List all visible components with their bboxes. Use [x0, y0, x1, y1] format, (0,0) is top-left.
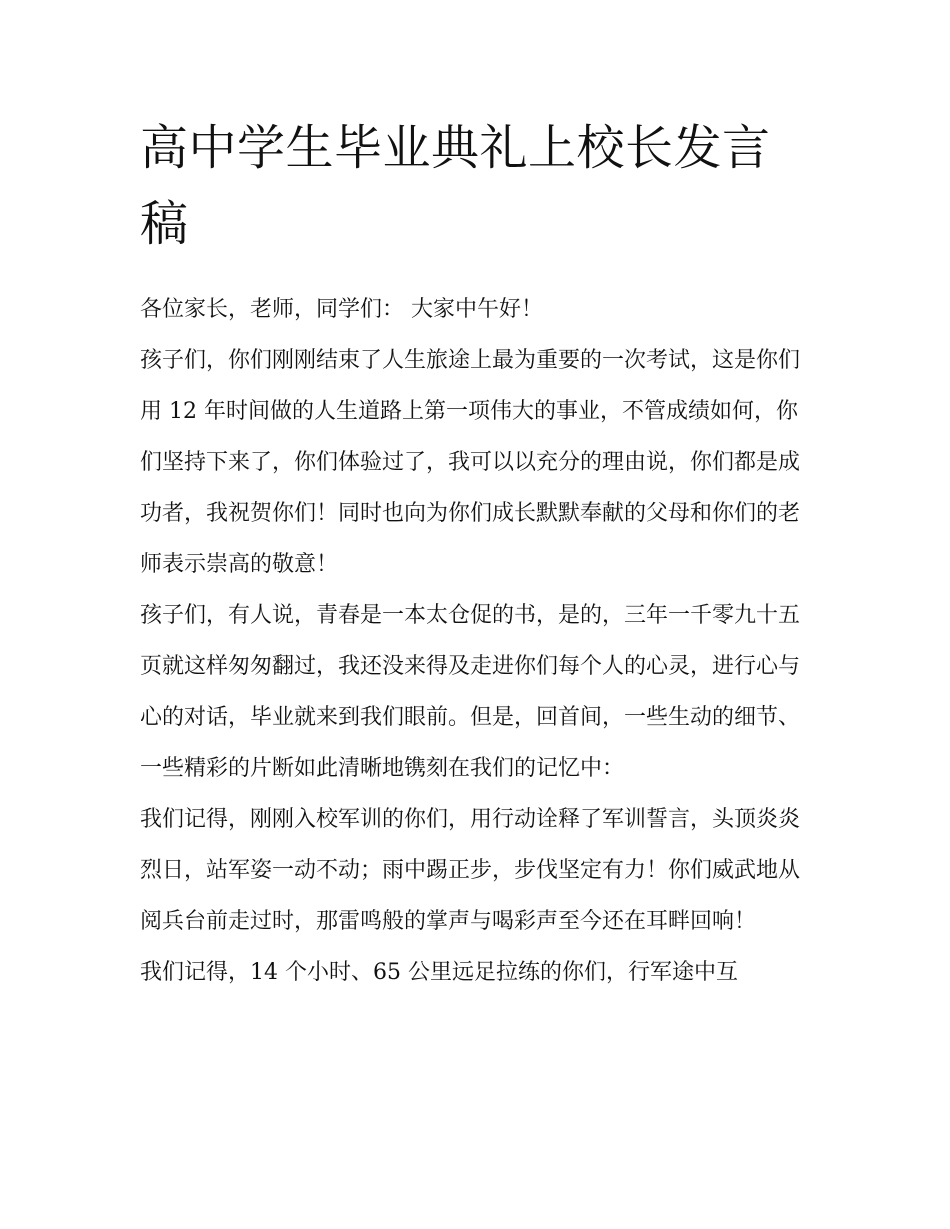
paragraph-greeting: 各位家长，老师，同学们： 大家中午好！	[140, 297, 543, 322]
paragraph-congratulations: 孩子们，你们刚刚结束了人生旅途上最为重要的一次考试，这是你们用 12 年时间做的人生道路上第一项伟大的事业，不管成绩如何，你们坚持下来了，你们体验过了，我可以以充分的理由说，你们都是成功者，我祝贺你们！同时也向为你们成长默默奉献的父母和你们的老师表示崇高的敬意！	[140, 348, 801, 577]
paragraph-hiking: 我们记得，14 个小时、65 公里远足拉练的你们，行军途中互	[140, 960, 738, 985]
paragraph-youth-memories: 孩子们，有人说，青春是一本太仓促的书，是的，三年一千零九十五页就这样匆匆翻过，我还没来得及走进你们每个人的心灵，进行心与心的对话，毕业就来到我们眼前。但是，回首间，一些生动的细节、一些精彩的片断如此清晰地镌刻在我们的记忆中：	[140, 603, 801, 781]
paragraph-military-training: 我们记得，刚刚入校军训的你们，用行动诠释了军训誓言，头顶炎炎烈日，站军姿一动不动；雨中踢正步，步伐坚定有力！你们威武地从阅兵台前走过时，那雷鸣般的掌声与喝彩声至今还在耳畔回响！	[140, 807, 801, 934]
document-title: 高中学生毕业典礼上校长发言稿	[140, 120, 771, 252]
